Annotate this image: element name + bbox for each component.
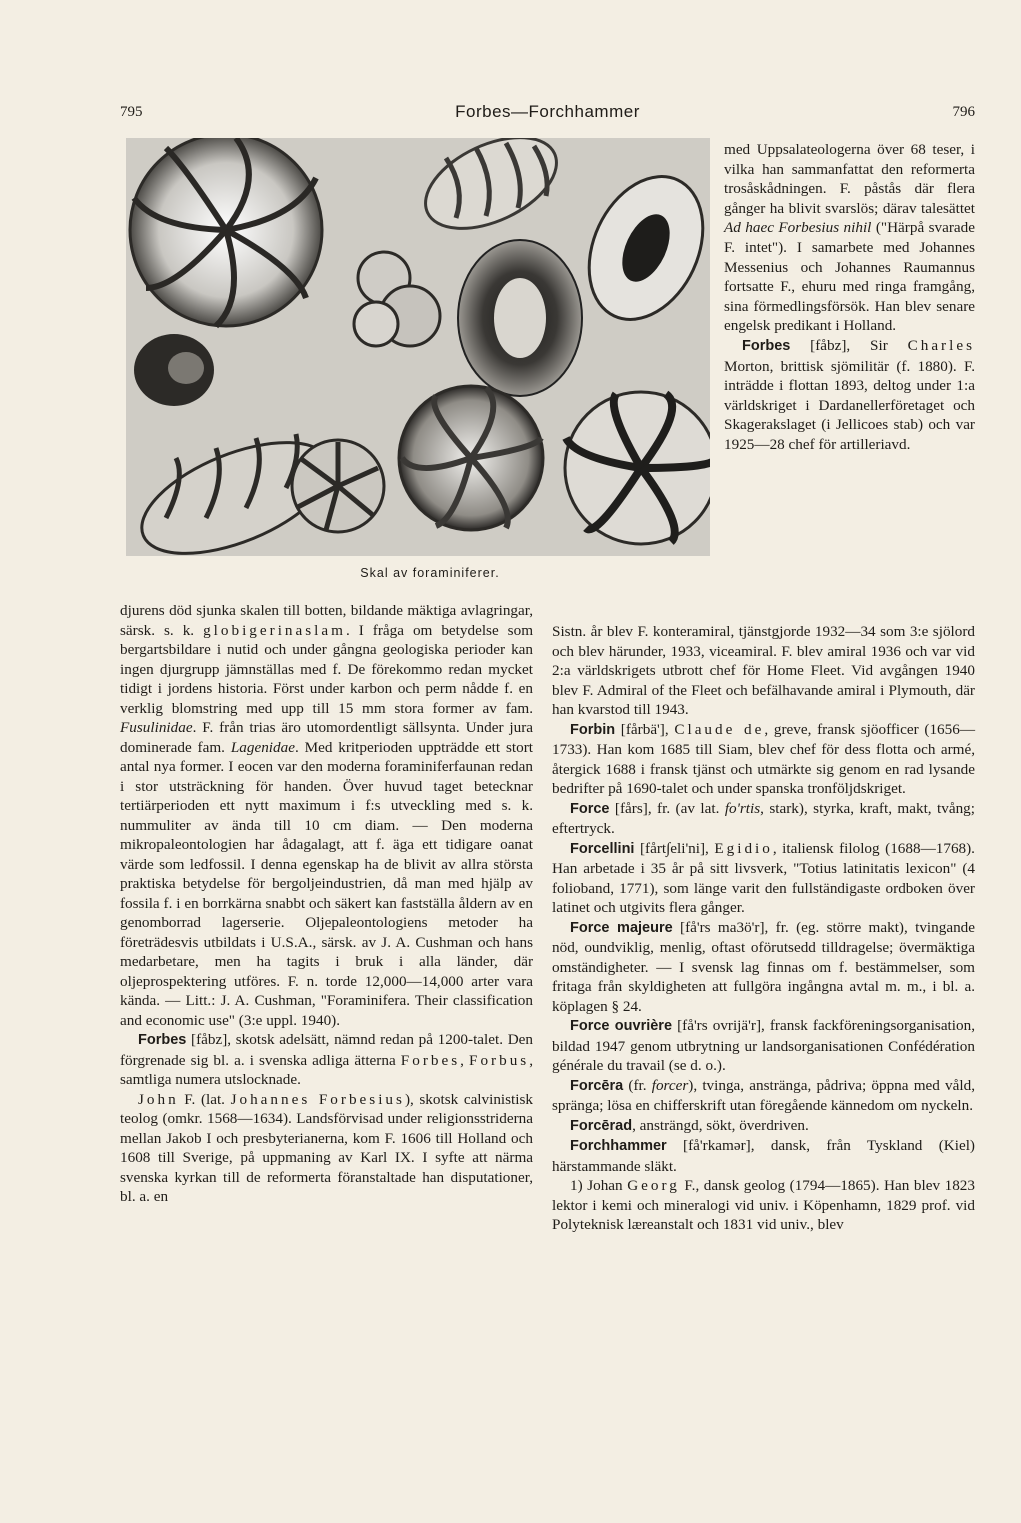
- headword: Forbes: [138, 1032, 187, 1048]
- shell-spiral-small: [292, 440, 384, 532]
- figure-caption: Skal av foraminiferer.: [360, 566, 500, 580]
- entry-forcerad: Forcērad, ansträngd, sökt, överdriven.: [570, 1116, 809, 1134]
- entry-johan-georg-forchhammer: 1) Johan Georg F., dansk geolog (1794—1865). Han blev 1823 lektor i kemi och mineralogi vid univ. i Köpenhamn, 1829 prof. vid Polyteknisk læreanstalt och 1831 vid univ., blev: [552, 1177, 975, 1233]
- foraminifera-figure: [126, 138, 710, 556]
- foraminifera-shells-photo: [126, 138, 710, 556]
- headword: Forcērad: [570, 1117, 633, 1134]
- shell-dark-small: [134, 334, 214, 406]
- shell-dark-oval: [458, 240, 582, 396]
- entry-forcellini: Forcellini [fårt∫eli'ni], Egidio, italiensk filolog (1688—1768). Han arbetade i 35 år på sitt livsverk, "Totius latinitatis lexicon" (4 folioband, 1771), som länge varit den fullständigaste ordboken över latinet och utgivits flera gånger.: [552, 839, 975, 916]
- forbes-charles-continuation: Sistn. år blev F. konteramiral, tjänstgjorde 1932—34 som 3:e sjölord och blev härunder, 1933, viceamiral. F. blev amiral 1936 och var vid 2:a världskrigets utbrott chef för Home Fleet. Vid avgången 1940 blev F. Admiral of the Fleet och befälhavande amiral i Plymouth, där han kvarstod till 1943.: [552, 623, 975, 718]
- forbes-johannes-continuation: med Uppsalateologerna över 68 teser, i vilka han sammanfattat den reformerta trosåskådningen. F. påstås där flera gånger ha blivit svarslös; därav talesättet Ad haec Forbesius nihil ("Härpå svarade F. intet"). I samarbete med Johannes Messenius och Johannes Raumannus fortsatte F., ehuru med ringa framgång, sina förmedlingsförsök. Han blev senare engelsk predikant i Holland.: [724, 141, 975, 335]
- left-column: [120, 601, 533, 1207]
- entry-forbes: Forbes [fåbz], skotsk adelsätt, nämnd redan på 1200-talet. Den förgrenade sig bl. a. i svenska adliga ätterna Forbes, Forbus, samtliga numera utslocknade.: [120, 1031, 534, 1088]
- entry-john-forbes: John F. (lat. Johannes Forbesius), skotsk calvinistisk teolog (omkr. 1568—1634). Landsförvisad under religionsstriderna mellan Jakob I och presbyterianerna, kom F. 1606 till Holland och 1608 till Sverige, på uppmaning av Karl IX. I syfte att närma svenska kyrkan till de reformerta föranstaltade han disputationer, bl. a. en: [120, 1090, 534, 1205]
- headword: Forbin: [570, 721, 616, 738]
- entry-forcera: Forcēra (fr. forcer), tvinga, anstränga, pådriva; öppna med våld, spränga; lösa en chifferskrift utan föregående kännedom om nyckeln.: [552, 1076, 975, 1114]
- right-top-column: [724, 140, 975, 455]
- headword: Forcellini: [570, 840, 635, 857]
- entry-forbes-charles: Forbes [fåbz], Sir Charles Morton, brittisk sjömilitär (f. 1880). F. inträdde i flottan 1893, deltog under 1:a världskriget i Dardanellerföretaget och Skagerakslaget (i Jellicoes stab) och var 1925—28 chef för artilleriavd.: [724, 336, 975, 453]
- shell-spiral-right: [565, 392, 710, 544]
- headword: Force majeure: [570, 919, 673, 936]
- entry-forchhammer: Forchhammer [få'rkamər], dansk, från Tyskland (Kiel) härstammande släkt.: [552, 1137, 975, 1175]
- headword: Forcēra: [570, 1077, 624, 1094]
- headword: Forchhammer: [570, 1138, 667, 1154]
- headword: Force ouvrière: [570, 1018, 673, 1034]
- running-title: Forbes—Forchhammer: [455, 102, 640, 121]
- entry-forbin: Forbin [fårbä'], Claude de, greve, fransk sjöofficer (1656—1733). Han kom 1685 till Siam, blev chef för dess flotta och armé, återgick 1688 i fransk tjänst och utmärkte sig genom en rad lysande bedrifter på 1690-talet och under spanska tronföljdskriget.: [552, 720, 976, 797]
- shell-spiral-large: [130, 138, 322, 326]
- headword: Forbes: [742, 337, 791, 354]
- headword: Force: [570, 800, 610, 817]
- right-column: [552, 622, 975, 1235]
- shell-spiral-center: [399, 386, 543, 530]
- entry-force-ouvriere: Force ouvrière [få'rs ovrijä'r], fransk fackföreningsorganisation, bildad 1947 genom utbrytning ur landsorganisationen Confédération générale du travail (se d. o.).: [552, 1017, 975, 1074]
- entry-force: Force [fårs], fr. (av lat. fo'rtis, stark), styrka, kraft, makt, tvång; eftertryck.: [552, 799, 975, 837]
- entry-force-majeure: Force majeure [få'rs ma3ö'r], fr. (eg. större makt), tvingande nöd, oundviklig, menlig, oftast oförutsedd tilldragelse; övermäktiga omständigheter. — I svensk lag finnas om f. bestämmelser, som fritaga från skyldigheten att fullgöra ingångna avtal m. m., i bl. a. köplagen § 24.: [552, 918, 975, 1015]
- left-page-number: 795: [120, 104, 143, 120]
- page-header: [120, 100, 975, 130]
- foraminifera-continuation: djurens död sjunka skalen till botten, bildande mäktiga avlagringar, särsk. s. k. globigerinaslam. I fråga om betydelse som bergartsbildare i nutid och under gångna geologiska perioder kan ingen djurgrupp jämnställas med f. De förekommo redan mycket tidigt i jordens historia. Först under karbon och perm nådde f. en verklig blomstring med upp till 15 mm stora former av fam. Fusulinidae. F. från trias äro utomordentligt sällsynta. Under jura dominerade fam. Lagenidae. Med kritperioden uppträdde ett stort antal nya former. I eocen var den moderna foraminiferfaunan redan i stor utsträckning för handen. Över huvud taget betecknar tertiärperioden ett nytt maximum i f:s utveckling med s. k. nummuliter av ända till 10 cm diam. — Den moderna mikropaleontologien har ådagalagt, att f. äga ett tidigare oanat värde som ledfossil. I denna egenskap ha de blivit av allra största praktiska betydelse för bergoljeindustrien, då man med hjälp av fossila f. i en borrkärna snabbt och säkert kan fastställa åldern av en genomborrad lagerserie. Oljepaleontologiens metoder ha företrädesvis utbildats i U.S.A., särsk. av J. A. Cushman och hans medarbetare, men ha tagits i bruk i alla länder, där oljeprospektering utföres. F. n. torde 12,000—14,000 arter vara kända. — Litt.: J. A. Cushman, "Foraminifera. Their classification and economic use" (3:e uppl. 1940).: [120, 602, 534, 1029]
- right-page-number: 796: [952, 104, 975, 120]
